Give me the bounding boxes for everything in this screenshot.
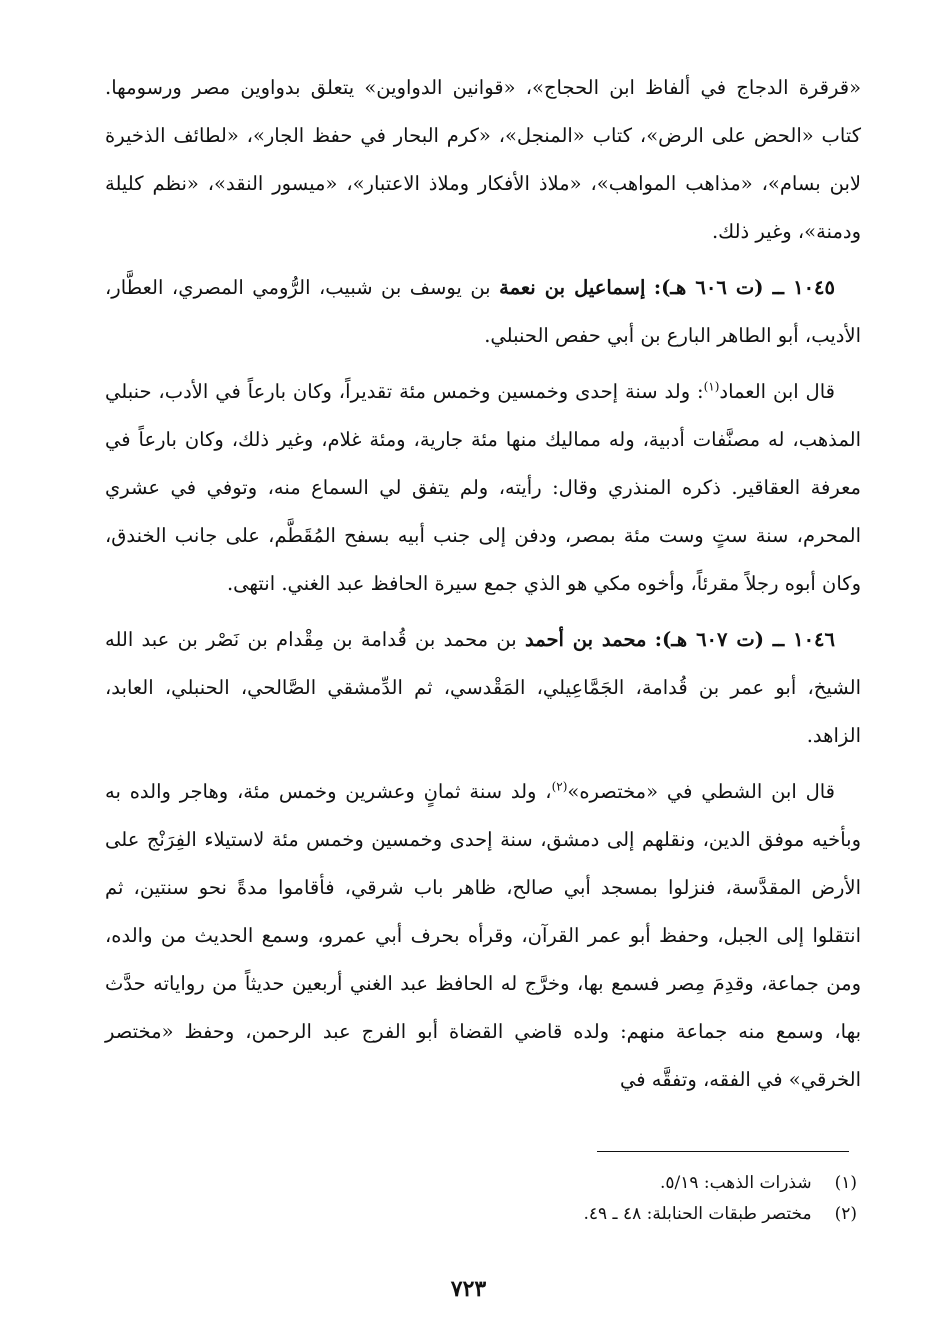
quote-intro: قال ابن العماد — [719, 380, 835, 403]
paragraph-book-list: «قرقرة الدجاج في ألفاظ ابن الحجاج»، «قوانين الدواوين» يتعلق بدواوين مصر ورسومها. كتاب «الحض على الرض»، كتاب «المنجل»، «كرم البحار في حفظ الجار»، «لطائف الذخيرة لابن بسام»، «مذاهب المواهب»، «ملاذ الأفكار وملاذ الاعتبار»، «ميسور النقد»، «نظم كليلة ودمنة»، وغير ذلك. — [105, 76, 861, 243]
entry-1046 — [105, 616, 861, 760]
quote-body: ، ولد سنة ثمانٍ وعشرين وخمس مئة، وهاجر والده به وبأخيه موفق الدين، ونقلهم إلى دمشق، سنة إحدى وخمسين وخمس مئة لاستيلاء الفِرَنْج على الأرض المقدَّسة، فنزلوا بمسجد أبي صالح، ظاهر باب شرقي، فأقاموا مدةً نحو سنتين، ثم انتقلوا إلى الجبل، وحفظ أبو عمر القرآن، وقرأه بحرف أبي عمرو، وسمع الحديث من والده، ومن جماعة، وقدِمَ مِصر فسمع بها، وخرَّج له الحافظ عبد الغني أربعين حديثاً من رواياته حدَّث بها، وسمع منه جماعة منهم: ولده قاضي القضاة أبو الفرج عبد الرحمن، وحفظ «مختصر الخرقي» في الفقه، وتفقَّه في — [105, 780, 861, 1091]
footnote-number: (١) — [834, 1173, 857, 1193]
entry-name: محمد بن أحمد — [524, 628, 647, 651]
entry-1045 — [105, 264, 861, 360]
paragraph-ibn-al-shatti-quote — [105, 768, 861, 1104]
footnote-text: شذرات الذهب: ٥/١٩. — [659, 1173, 812, 1193]
entry-lineage: بن محمد بن قُدامة بن مِقْدام بن نَصْر بن عبد الله الشيخ، أبو عمر بن قُدامة، الجَمَّاعِيلي، المَقْدسي، ثم الدِّمشقي الصَّالحي، الحنبلي، العابد، الزاهد. — [105, 628, 861, 747]
footnote-ref-1: (١) — [703, 379, 720, 394]
entry-name: إسماعيل بن نعمة — [499, 276, 646, 299]
footnotes — [420, 1168, 857, 1230]
quote-body: : ولد سنة إحدى وخمسين وخمس مئة تقديراً، وكان بارعاً في الأدب، حنبلي المذهب، له مصنَّفات أدبية، وله مماليك منها مئة جارية، ومئة غلام، وغير ذلك، وكان بارعاً في معرفة العقاقير. ذكره المنذري وقال: رأيته، ولم يتفق لي السماع منه، وتوفي في عشري المحرم، سنة ستٍ وست مئة بمصر، ودفن إلى جنب أبيه بسفح المُقَطَّم، على جانب الخندق، وكان أبوه رجلاً مقرئاً، وأخوه مكي هو الذي جمع سيرة الحافظ عبد الغني. انتهى. — [105, 380, 861, 595]
page-number: ٧٢٣ — [450, 1276, 487, 1302]
entry-number: ١٠٤٥ ــ (ت ٦٠٦ هـ): — [653, 276, 835, 299]
footnote-2 — [420, 1199, 857, 1230]
main-text — [105, 64, 861, 1112]
paragraph-ibn-al-imad-quote — [105, 368, 861, 608]
footnote-1 — [420, 1168, 857, 1199]
footnote-divider — [597, 1151, 849, 1152]
footnote-ref-2: (٢) — [551, 779, 568, 794]
entry-lineage: بن يوسف بن شبيب، الرُّومي المصري، العطَّار، الأديب، أبو الطاهر البارع بن أبي حفص الحنبلي. — [105, 276, 861, 347]
entry-number: ١٠٤٦ ــ (ت ٦٠٧ هـ): — [654, 628, 835, 651]
footnote-number: (٢) — [834, 1204, 857, 1224]
footnote-text: مختصر طبقات الحنابلة: ٤٨ ـ ٤٩. — [583, 1204, 812, 1224]
quote-intro: قال ابن الشطي في «مختصره» — [567, 780, 835, 803]
